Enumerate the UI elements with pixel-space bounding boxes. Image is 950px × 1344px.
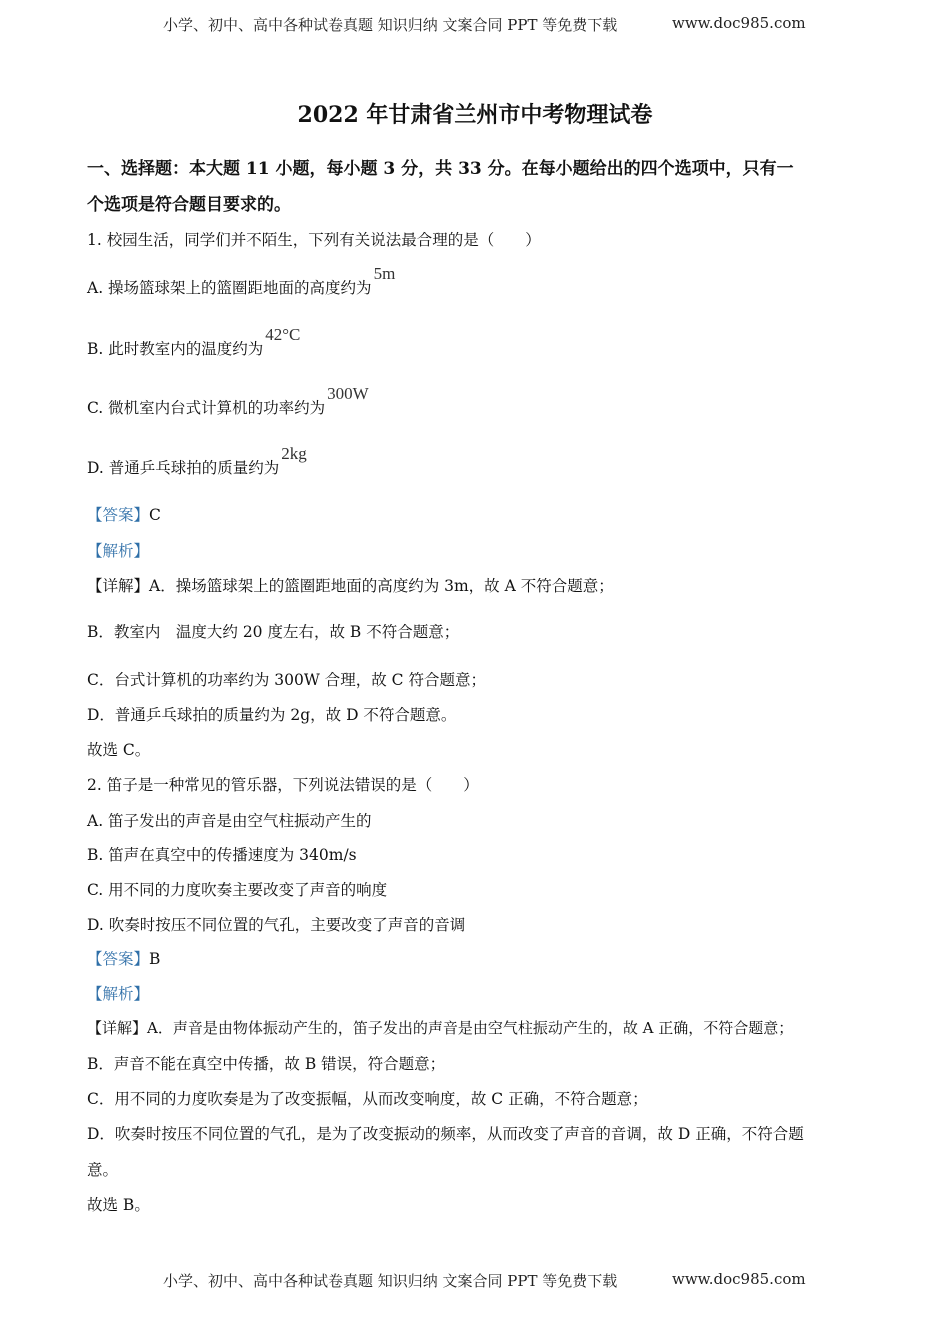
q1-detail-5: 故选 C。 bbox=[87, 741, 151, 759]
q1-option-a-value: 5m bbox=[373, 264, 396, 283]
q1-answer-value: C bbox=[149, 506, 161, 524]
q1-option-b-text: B. 此时教室内的温度约为 bbox=[87, 340, 264, 358]
page-header-site[interactable]: www.doc985.com bbox=[672, 14, 806, 32]
q2-option-c: C. 用不同的力度吹奏主要改变了声音的响度 bbox=[87, 881, 388, 899]
q1-detail-4: D．普通乒乓球拍的质量约为 2g，故 D 不符合题意。 bbox=[87, 706, 457, 724]
page-footer-text: 小学、初中、高中各种试卷真题 知识归纳 文案合同 PPT 等免费下载 bbox=[163, 1272, 618, 1290]
q1-option-a-text: A. 操场篮球架上的篮圈距地面的高度约为 bbox=[87, 279, 372, 297]
q1-option-c-value: 300W bbox=[327, 384, 369, 403]
q2-detail-6: 故选 B。 bbox=[87, 1196, 150, 1214]
q2-answer-tag: 【答案】 bbox=[87, 950, 150, 968]
q2-stem: 2. 笛子是一种常见的管乐器，下列说法错误的是（ ） bbox=[87, 776, 479, 794]
q2-detail-3: C．用不同的力度吹奏是为了改变振幅，从而改变响度，故 C 正确，不符合题意； bbox=[87, 1090, 648, 1108]
q1-answer bbox=[87, 503, 161, 525]
q1-detail-2: B．教室内 温度大约 20 度左右，故 B 不符合题意； bbox=[87, 623, 460, 641]
q2-option-a: A. 笛子发出的声音是由空气柱振动产生的 bbox=[87, 812, 372, 830]
q1-detail-3: C．台式计算机的功率约为 300W 合理，故 C 符合题意； bbox=[87, 671, 486, 689]
q2-answer-value: B bbox=[149, 950, 161, 968]
q2-option-b: B. 笛声在真空中的传播速度为 340m/s bbox=[87, 846, 357, 864]
q1-answer-tag: 【答案】 bbox=[87, 506, 150, 524]
q1-analysis-tag: 【解析】 bbox=[87, 542, 150, 560]
page-header-text: 小学、初中、高中各种试卷真题 知识归纳 文案合同 PPT 等免费下载 bbox=[163, 16, 618, 34]
q1-stem: 1. 校园生活，同学们并不陌生，下列有关说法最合理的是（ ） bbox=[87, 231, 541, 249]
section-heading-line1: 一、选择题：本大题 11 小题，每小题 3 分，共 33 分。在每小题给出的四个选项中，只有一 bbox=[87, 159, 794, 179]
page-footer-site[interactable]: www.doc985.com bbox=[672, 1270, 806, 1288]
page-title: 2022 年甘肃省兰州市中考物理试卷 bbox=[297, 102, 653, 128]
q1-option-b-value: 42°C bbox=[265, 325, 301, 344]
q1-option-d-value: 2kg bbox=[281, 444, 307, 463]
q1-option-c-text: C. 微机室内台式计算机的功率约为 bbox=[87, 399, 326, 417]
q1-detail-1: 【详解】A．操场篮球架上的篮圈距地面的高度约为 3m，故 A 不符合题意； bbox=[87, 577, 614, 595]
q2-detail-5: 意。 bbox=[87, 1161, 119, 1179]
q2-detail-2: B．声音不能在真空中传播，故 B 错误，符合题意； bbox=[87, 1055, 446, 1073]
q2-analysis-tag: 【解析】 bbox=[87, 985, 150, 1003]
q1-option-b bbox=[87, 325, 301, 359]
q2-option-d: D. 吹奏时按压不同位置的气孔，主要改变了声音的音调 bbox=[87, 916, 466, 934]
section-heading-line2: 个选项是符合题目要求的。 bbox=[87, 195, 291, 215]
q1-option-d-text: D. 普通乒乓球拍的质量约为 bbox=[87, 459, 280, 477]
q1-option-c bbox=[87, 384, 369, 418]
q1-option-d bbox=[87, 444, 307, 478]
q1-option-a bbox=[87, 264, 396, 298]
q2-answer bbox=[87, 947, 160, 969]
q2-detail-1: 【详解】A．声音是由物体振动产生的，笛子发出的声音是由空气柱振动产生的，故 A 正确，不符合题意； bbox=[87, 1019, 794, 1037]
q2-detail-4: D．吹奏时按压不同位置的气孔，是为了改变振动的频率，从而改变了声音的音调，故 D 正确，不符合题 bbox=[87, 1125, 804, 1143]
